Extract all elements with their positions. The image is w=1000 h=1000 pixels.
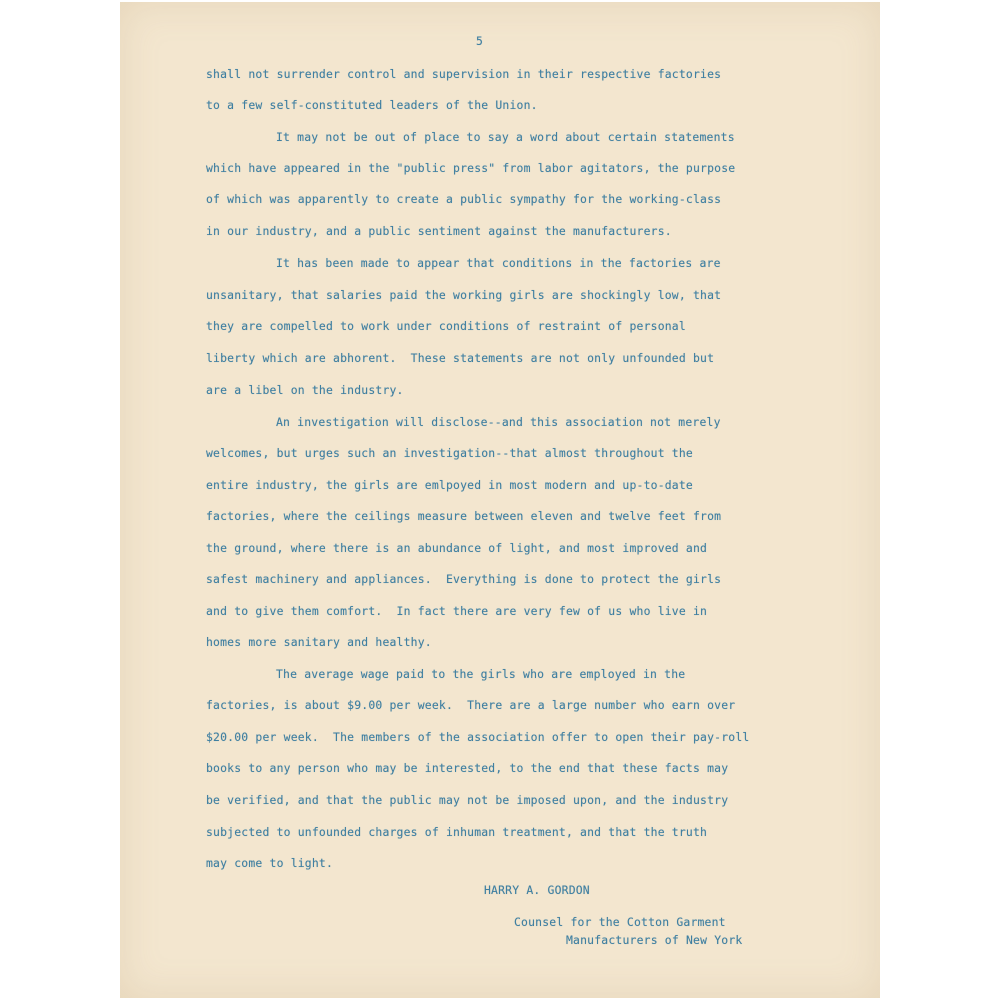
text-line: are a libel on the industry. [206,383,404,397]
text-line: entire industry, the girls are emlpoyed in most modern and up-to-date [206,478,693,492]
signatory-title-line-2: Manufacturers of New York [566,933,743,947]
signatory-name: HARRY A. GORDON [484,883,590,897]
text-line: safest machinery and appliances. Everything is done to protect the girls [206,572,722,586]
page-number: 5 [476,34,484,48]
text-line: shall not surrender control and supervision in their respective factories [206,67,722,81]
text-line: to a few self-constituted leaders of the Union. [206,98,538,112]
text-line: they are compelled to work under conditions of restraint of personal [206,319,686,333]
signatory-title-line-1: Counsel for the Cotton Garment [514,915,726,929]
text-line: books to any person who may be interested, to the end that these facts may [206,761,729,775]
text-line: $20.00 per week. The members of the association offer to open their pay-roll [206,730,750,744]
text-line: the ground, where there is an abundance of light, and most improved and [206,541,708,555]
text-line: of which was apparently to create a public sympathy for the working-class [206,192,722,206]
text-line: which have appeared in the "public press" from labor agitators, the purpose [206,161,736,175]
text-line: The average wage paid to the girls who are employed in the [276,667,686,681]
text-line: homes more sanitary and healthy. [206,635,432,649]
typed-letter-page [120,2,880,998]
text-line: It may not be out of place to say a word about certain statements [276,130,735,144]
text-line: subjected to unfounded charges of inhuman treatment, and that the truth [206,825,708,839]
text-line: in our industry, and a public sentiment against the manufacturers. [206,224,672,238]
text-line: welcomes, but urges such an investigation--that almost throughout the [206,446,693,460]
text-line: and to give them comfort. In fact there are very few of us who live in [206,604,708,618]
text-line: factories, where the ceilings measure between eleven and twelve feet from [206,509,722,523]
typed-text-body [120,2,880,998]
text-line: It has been made to appear that conditions in the factories are [276,256,721,270]
text-line: liberty which are abhorent. These statements are not only unfounded but [206,351,715,365]
text-line: factories, is about $9.00 per week. There are a large number who earn over [206,698,736,712]
text-line: unsanitary, that salaries paid the working girls are shockingly low, that [206,288,722,302]
text-line: be verified, and that the public may not be imposed upon, and the industry [206,793,729,807]
text-line: An investigation will disclose--and this association not merely [276,415,721,429]
text-line: may come to light. [206,856,334,870]
